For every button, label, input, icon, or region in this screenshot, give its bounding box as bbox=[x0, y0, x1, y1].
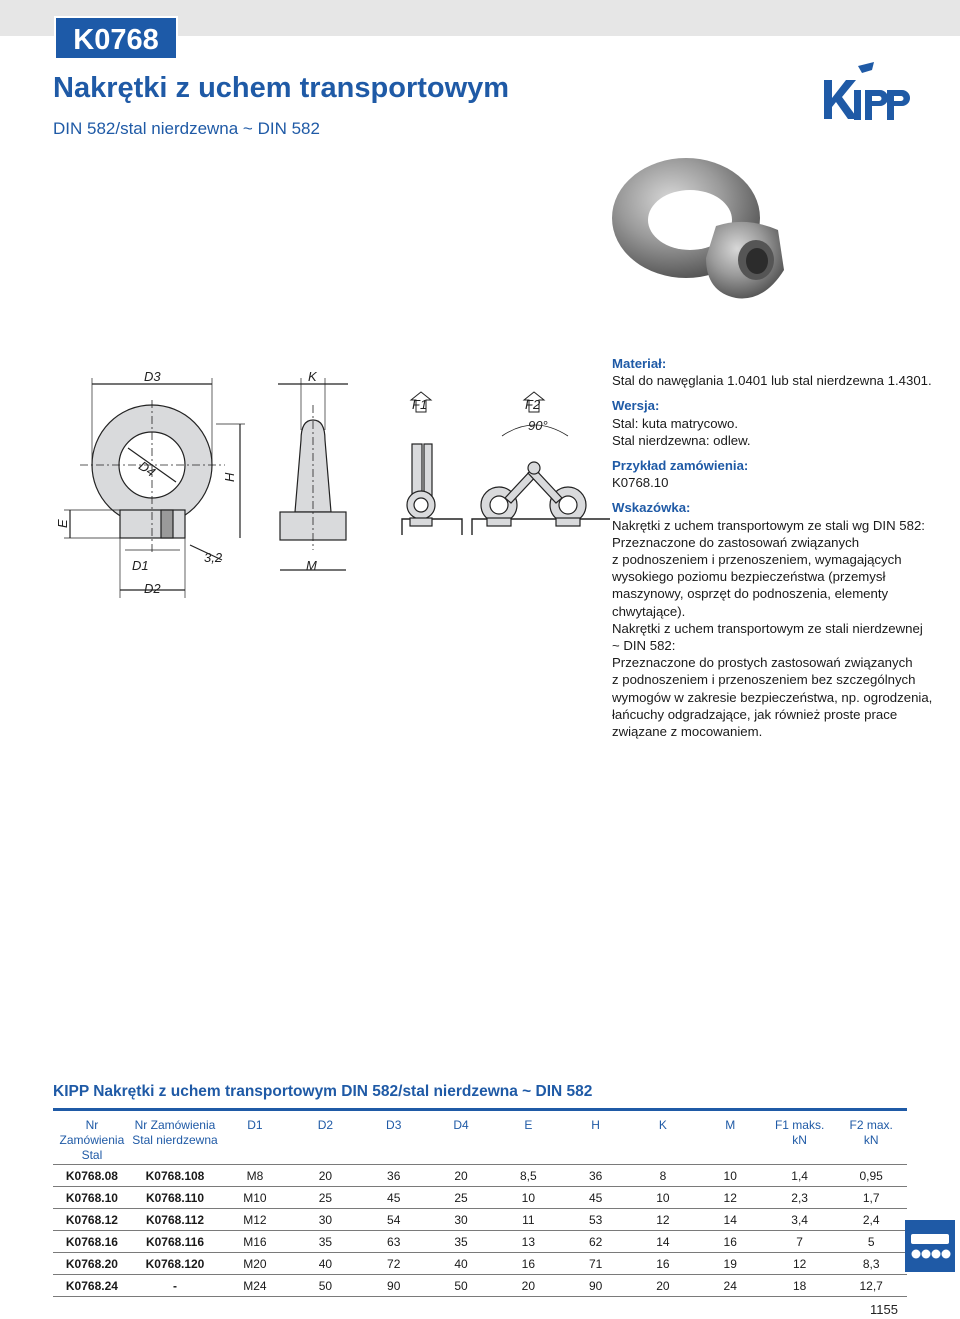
header-line: kN bbox=[792, 1133, 807, 1147]
cell-m: 19 bbox=[697, 1253, 764, 1275]
conveyor-icon bbox=[905, 1220, 955, 1272]
version-label: Wersja: bbox=[612, 398, 660, 414]
cell-k: 14 bbox=[629, 1231, 696, 1253]
cell-d1: M10 bbox=[219, 1187, 291, 1209]
cell-order-no-stainless: - bbox=[131, 1275, 219, 1297]
cell-order-no-steel: K0768.24 bbox=[53, 1275, 131, 1297]
col-header-h bbox=[562, 1114, 629, 1165]
col-header-f1-max bbox=[764, 1114, 836, 1165]
table-row bbox=[53, 1187, 907, 1209]
cell-d4: 40 bbox=[427, 1253, 494, 1275]
cell-d3: 72 bbox=[360, 1253, 427, 1275]
hint-line: z podnoszeniem i przenoszeniem, wymagających bbox=[612, 552, 902, 568]
hint-line: wymogów w zakresie bezpieczeństwa, np. ogrodzenia, bbox=[612, 689, 933, 705]
header-line: D4 bbox=[453, 1118, 469, 1132]
cell-order-no-stainless: K0768.112 bbox=[131, 1209, 219, 1231]
material-text: Stal do nawęglania 1.0401 lub stal nierdzewna 1.4301. bbox=[612, 373, 932, 389]
spec-table bbox=[53, 1114, 907, 1297]
label-m: M bbox=[306, 558, 317, 573]
cell-f1-max: 3,4 bbox=[764, 1209, 836, 1231]
header-line: D3 bbox=[386, 1118, 402, 1132]
label-d2: D2 bbox=[144, 581, 161, 596]
label-d4: D4 bbox=[136, 458, 159, 480]
cell-f2-max: 2,4 bbox=[835, 1209, 907, 1231]
table-rule bbox=[53, 1108, 907, 1111]
cell-f2-max: 1,7 bbox=[835, 1187, 907, 1209]
col-header-m bbox=[697, 1114, 764, 1165]
cell-f1-max: 1,4 bbox=[764, 1165, 836, 1187]
label-d1: D1 bbox=[132, 558, 149, 573]
header-line: F2 max. bbox=[849, 1118, 893, 1132]
cell-order-no-steel: K0768.10 bbox=[53, 1187, 131, 1209]
hint-line: Nakrętki z uchem transportowym ze stali nierdzewnej bbox=[612, 620, 923, 636]
cell-d1: M8 bbox=[219, 1165, 291, 1187]
technical-drawing bbox=[50, 360, 610, 600]
cell-d4: 35 bbox=[427, 1231, 494, 1253]
table-row bbox=[53, 1275, 907, 1297]
page-number: 1155 bbox=[870, 1302, 898, 1317]
cell-order-no-steel: K0768.16 bbox=[53, 1231, 131, 1253]
col-header-order-no-stainless bbox=[131, 1114, 219, 1165]
page-subtitle: DIN 582/stal nierdzewna ~ DIN 582 bbox=[53, 119, 320, 138]
cell-m: 10 bbox=[697, 1165, 764, 1187]
hint-line: związane z mocowaniem. bbox=[612, 724, 763, 740]
header-line: D1 bbox=[247, 1118, 263, 1132]
cell-d3: 45 bbox=[360, 1187, 427, 1209]
cell-m: 24 bbox=[697, 1275, 764, 1297]
cell-d2: 40 bbox=[291, 1253, 360, 1275]
cell-h: 53 bbox=[562, 1209, 629, 1231]
material-label: Materiał: bbox=[612, 356, 667, 371]
label-3-2: 3,2 bbox=[204, 550, 223, 565]
table-title: KIPP Nakrętki z uchem transportowym DIN 582/stal nierdzewna ~ DIN 582 bbox=[53, 1083, 593, 1100]
cell-order-no-stainless: K0768.108 bbox=[131, 1165, 219, 1187]
cell-f1-max: 18 bbox=[764, 1275, 836, 1297]
product-code-badge: K0768 bbox=[54, 16, 178, 60]
cell-f1-max: 2,3 bbox=[764, 1187, 836, 1209]
page-title: Nakrętki z uchem transportowym bbox=[53, 72, 510, 104]
cell-e: 20 bbox=[495, 1275, 562, 1297]
col-header-d2 bbox=[291, 1114, 360, 1165]
header-line: Stal bbox=[81, 1148, 103, 1162]
col-header-d4 bbox=[427, 1114, 494, 1165]
cell-m: 16 bbox=[697, 1231, 764, 1253]
order-example-text: K0768.10 bbox=[612, 475, 669, 491]
col-header-d1 bbox=[219, 1114, 291, 1165]
cell-d3: 90 bbox=[360, 1275, 427, 1297]
label-d3: D3 bbox=[144, 369, 161, 384]
brand-text: Kipp bbox=[820, 62, 823, 63]
cell-e: 10 bbox=[495, 1187, 562, 1209]
hint-line: łańcuchy odgradzające, jak również proste prace bbox=[612, 706, 898, 722]
cell-f2-max: 8,3 bbox=[835, 1253, 907, 1275]
cell-d1: M12 bbox=[219, 1209, 291, 1231]
col-header-f2-max bbox=[835, 1114, 907, 1165]
col-header-d3 bbox=[360, 1114, 427, 1165]
hint-line: maszynowy, osprzęt do podnoszenia, elementy bbox=[612, 586, 889, 602]
cell-e: 13 bbox=[495, 1231, 562, 1253]
cell-order-no-steel: K0768.20 bbox=[53, 1253, 131, 1275]
cell-d2: 25 bbox=[291, 1187, 360, 1209]
table-row bbox=[53, 1253, 907, 1275]
cell-h: 36 bbox=[562, 1165, 629, 1187]
cell-m: 12 bbox=[697, 1187, 764, 1209]
cell-k: 12 bbox=[629, 1209, 696, 1231]
table-row bbox=[53, 1231, 907, 1253]
cell-d4: 30 bbox=[427, 1209, 494, 1231]
cell-f2-max: 5 bbox=[835, 1231, 907, 1253]
cell-e: 11 bbox=[495, 1209, 562, 1231]
cell-h: 62 bbox=[562, 1231, 629, 1253]
cell-order-no-stainless: K0768.110 bbox=[131, 1187, 219, 1209]
cell-k: 20 bbox=[629, 1275, 696, 1297]
cell-d2: 30 bbox=[291, 1209, 360, 1231]
table-row bbox=[53, 1209, 907, 1231]
kipp-logo bbox=[820, 62, 912, 124]
header-line: F1 maks. bbox=[774, 1118, 825, 1132]
version-line: Stal: kuta matrycowo. bbox=[612, 415, 739, 431]
col-header-order-no-steel bbox=[53, 1114, 131, 1165]
cell-d3: 54 bbox=[360, 1209, 427, 1231]
label-e: E bbox=[55, 519, 70, 528]
eye-nut-photo bbox=[606, 146, 796, 308]
cell-e: 16 bbox=[495, 1253, 562, 1275]
cell-h: 71 bbox=[562, 1253, 629, 1275]
col-header-k bbox=[629, 1114, 696, 1165]
cell-f2-max: 12,7 bbox=[835, 1275, 907, 1297]
hint-line: chwytające). bbox=[612, 603, 686, 619]
header-line: E bbox=[524, 1118, 533, 1132]
cell-f2-max: 0,95 bbox=[835, 1165, 907, 1187]
cell-d1: M24 bbox=[219, 1275, 291, 1297]
label-f2: F2 bbox=[525, 397, 541, 412]
cell-d4: 20 bbox=[427, 1165, 494, 1187]
cell-k: 8 bbox=[629, 1165, 696, 1187]
hint-line: wysokiego poziomu bezpieczeństwa (przemysł bbox=[612, 569, 886, 585]
label-k: K bbox=[308, 369, 317, 384]
cell-d4: 50 bbox=[427, 1275, 494, 1297]
header-line: H bbox=[591, 1118, 600, 1132]
cell-d4: 25 bbox=[427, 1187, 494, 1209]
cell-k: 10 bbox=[629, 1187, 696, 1209]
header-line: Stal nierdzewna bbox=[132, 1133, 218, 1147]
cell-f1-max: 12 bbox=[764, 1253, 836, 1275]
label-h: H bbox=[222, 472, 237, 482]
cell-order-no-steel: K0768.12 bbox=[53, 1209, 131, 1231]
cell-e: 8,5 bbox=[495, 1165, 562, 1187]
cell-d1: M20 bbox=[219, 1253, 291, 1275]
version-line: Stal nierdzewna: odlew. bbox=[612, 432, 751, 448]
order-example-label: Przykład zamówienia: bbox=[612, 458, 749, 474]
cell-h: 90 bbox=[562, 1275, 629, 1297]
cell-d1: M16 bbox=[219, 1231, 291, 1253]
cell-order-no-steel: K0768.08 bbox=[53, 1165, 131, 1187]
label-f1: F1 bbox=[412, 397, 428, 412]
header-line: Nr Zamówienia bbox=[134, 1118, 216, 1132]
cell-d3: 36 bbox=[360, 1165, 427, 1187]
cell-d3: 63 bbox=[360, 1231, 427, 1253]
hint-line: Nakrętki z uchem transportowym ze stali wg DIN 582: bbox=[612, 517, 925, 533]
hint-line: Przeznaczone do zastosowań związanych bbox=[612, 534, 860, 550]
label-angle: 90° bbox=[528, 418, 548, 433]
cell-d2: 50 bbox=[291, 1275, 360, 1297]
cell-d2: 35 bbox=[291, 1231, 360, 1253]
cell-k: 16 bbox=[629, 1253, 696, 1275]
cell-m: 14 bbox=[697, 1209, 764, 1231]
hint-line: Przeznaczone do prostych zastosowań związanych bbox=[612, 655, 913, 671]
header-line: M bbox=[725, 1118, 736, 1132]
cell-order-no-stainless: K0768.120 bbox=[131, 1253, 219, 1275]
header-line: kN bbox=[863, 1133, 879, 1147]
header-line: Nr Zamówienia bbox=[59, 1118, 125, 1147]
col-header-e bbox=[495, 1114, 562, 1165]
header-line: D2 bbox=[317, 1118, 334, 1132]
hint-label: Wskazówka: bbox=[612, 500, 691, 516]
cell-d2: 20 bbox=[291, 1165, 360, 1187]
cell-f1-max: 7 bbox=[764, 1231, 836, 1253]
table-row bbox=[53, 1165, 907, 1187]
header-line: K bbox=[658, 1118, 667, 1132]
cell-h: 45 bbox=[562, 1187, 629, 1209]
hint-line: z podnoszeniem i przenoszeniem bez szczególnych bbox=[612, 672, 916, 688]
product-info bbox=[612, 355, 932, 748]
cell-order-no-stainless: K0768.116 bbox=[131, 1231, 219, 1253]
hint-line: ~ DIN 582: bbox=[612, 638, 676, 654]
